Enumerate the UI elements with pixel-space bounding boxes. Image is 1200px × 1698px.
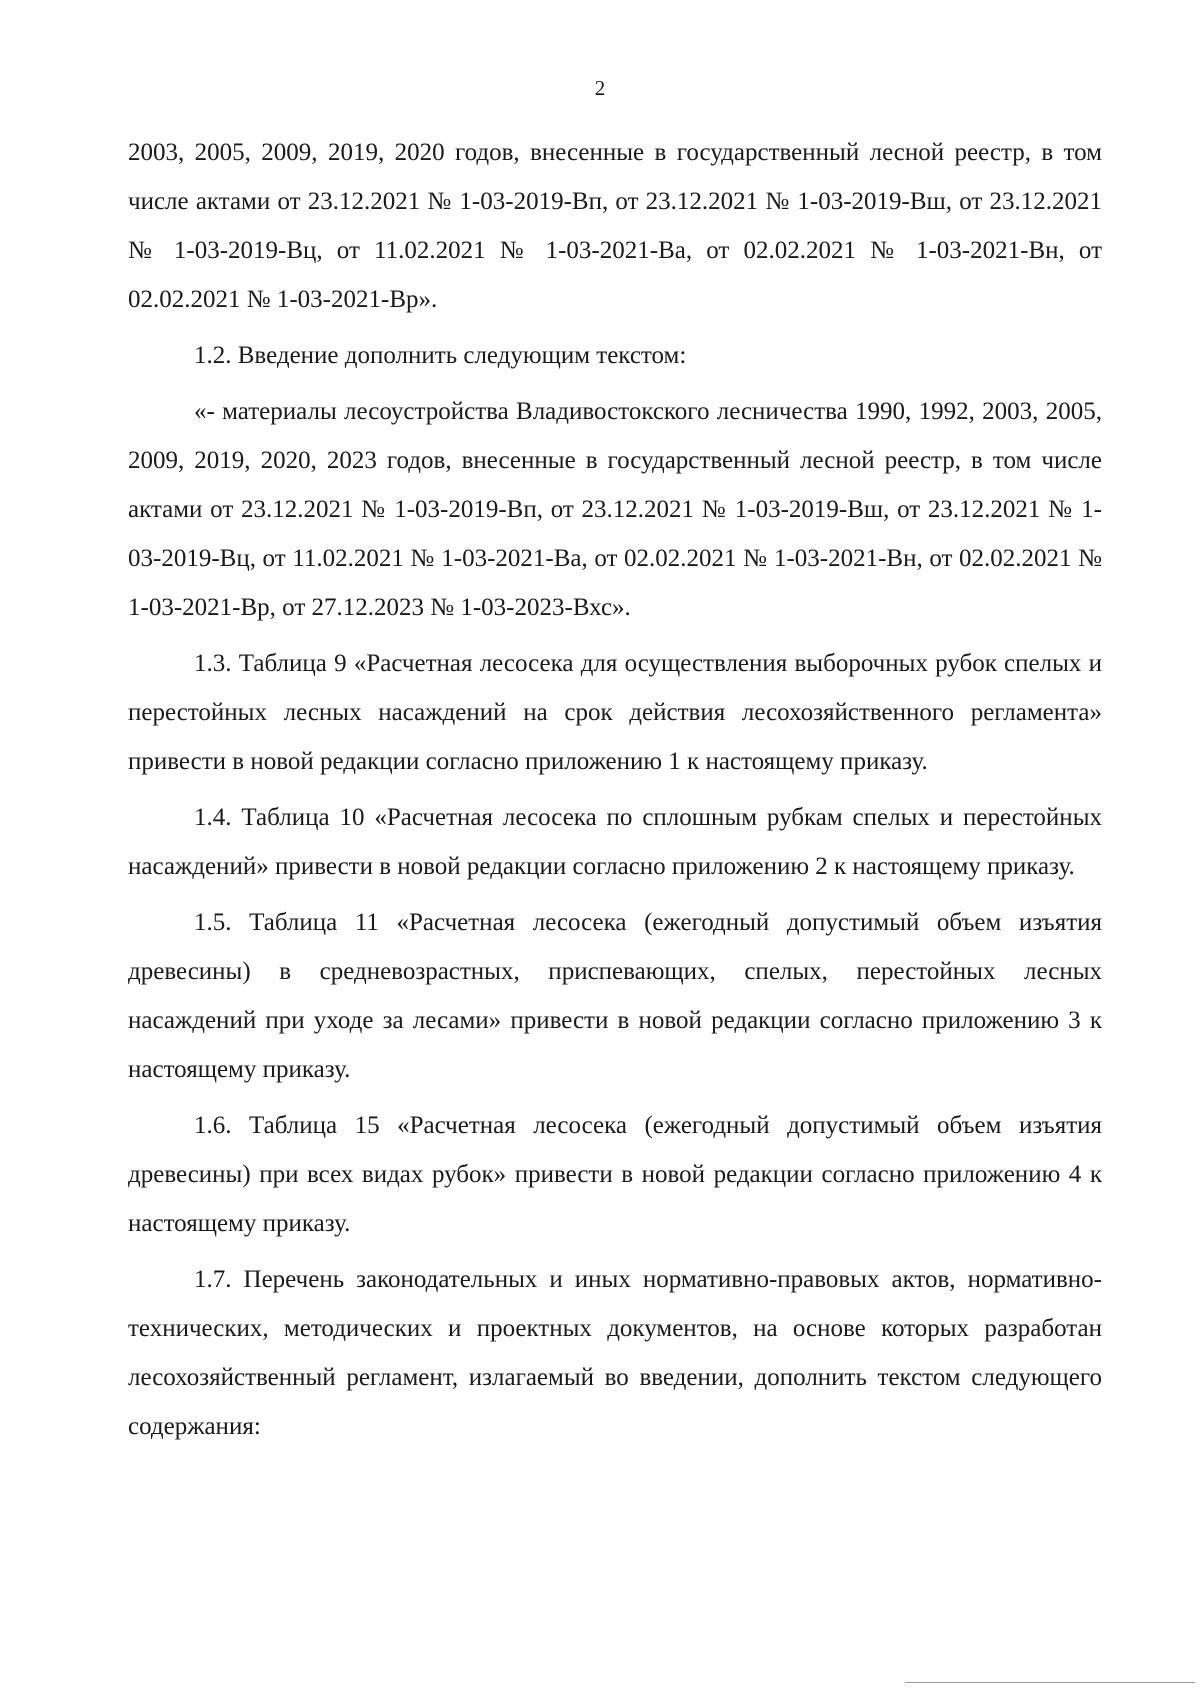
page-number: 2 (594, 76, 606, 100)
paragraph-1-2-quote: «- материалы лесоустройства Владивостокского лесничества 1990, 1992, 2003, 2005, 2009, 2019, 2020, 2023 годов, внесенные в государственный лесной реестр, в том числе актами от 23.12.2021 № 1-03-2019-Вп, от 23.12.2021 № 1-03-2019-Вш, от 23.12.2021 № 1-03-2019-Вц, от 11.02.2021 № 1-03-2021-Ва, от 02.02.2021 № 1-03-2021-Вн, от 02.02.2021 № 1-03-2021-Вр, от 27.12.2023 № 1-03-2023-Вхс». (128, 398, 1102, 621)
document-body (128, 128, 1102, 1451)
paragraph-1-4: 1.4. Таблица 10 «Расчетная лесосека по сплошным рубкам спелых и перестойных насаждений» привести в новой редакции согласно приложению 2 к настоящему приказу. (128, 804, 1102, 880)
paragraph-1-5: 1.5. Таблица 11 «Расчетная лесосека (ежегодный допустимый объем изъятия древесины) в средневозрастных, приспевающих, спелых, перестойных лесных насаждений при уходе за лесами» привести в новой редакции согласно приложению 3 к настоящему приказу. (128, 909, 1102, 1083)
paragraph-1-3: 1.3. Таблица 9 «Расчетная лесосека для осуществления выборочных рубок спелых и перестойных лесных насаждений на срок действия лесохозяйственного регламента» привести в новой редакции согласно приложению 1 к настоящему приказу. (128, 650, 1102, 775)
paragraph-1-2: 1.2. Введение дополнить следующим текстом: (194, 342, 687, 369)
paragraph-1-6: 1.6. Таблица 15 «Расчетная лесосека (ежегодный допустимый объем изъятия древесины) при всех видах рубок» привести в новой редакции согласно приложению 4 к настоящему приказу. (128, 1112, 1102, 1237)
paragraph-1-7: 1.7. Перечень законодательных и иных нормативно-правовых актов, нормативно-технических, методических и проектных документов, на основе которых разработан лесохозяйственный регламент, излагаемый во введении, дополнить текстом следующего содержания: (128, 1266, 1102, 1440)
paragraph-continuation: 2003, 2005, 2009, 2019, 2020 годов, внесенные в государственный лесной реестр, в том числе актами от 23.12.2021 № 1-03-2019-Вп, от 23.12.2021 № 1-03-2019-Вш, от 23.12.2021 № 1-03-2019-Вц, от 11.02.2021 № 1-03-2021-Ва, от 02.02.2021 № 1-03-2021-Вн, от 02.02.2021 № 1-03-2021-Вр». (128, 139, 1102, 313)
bottom-divider (905, 1682, 1195, 1683)
